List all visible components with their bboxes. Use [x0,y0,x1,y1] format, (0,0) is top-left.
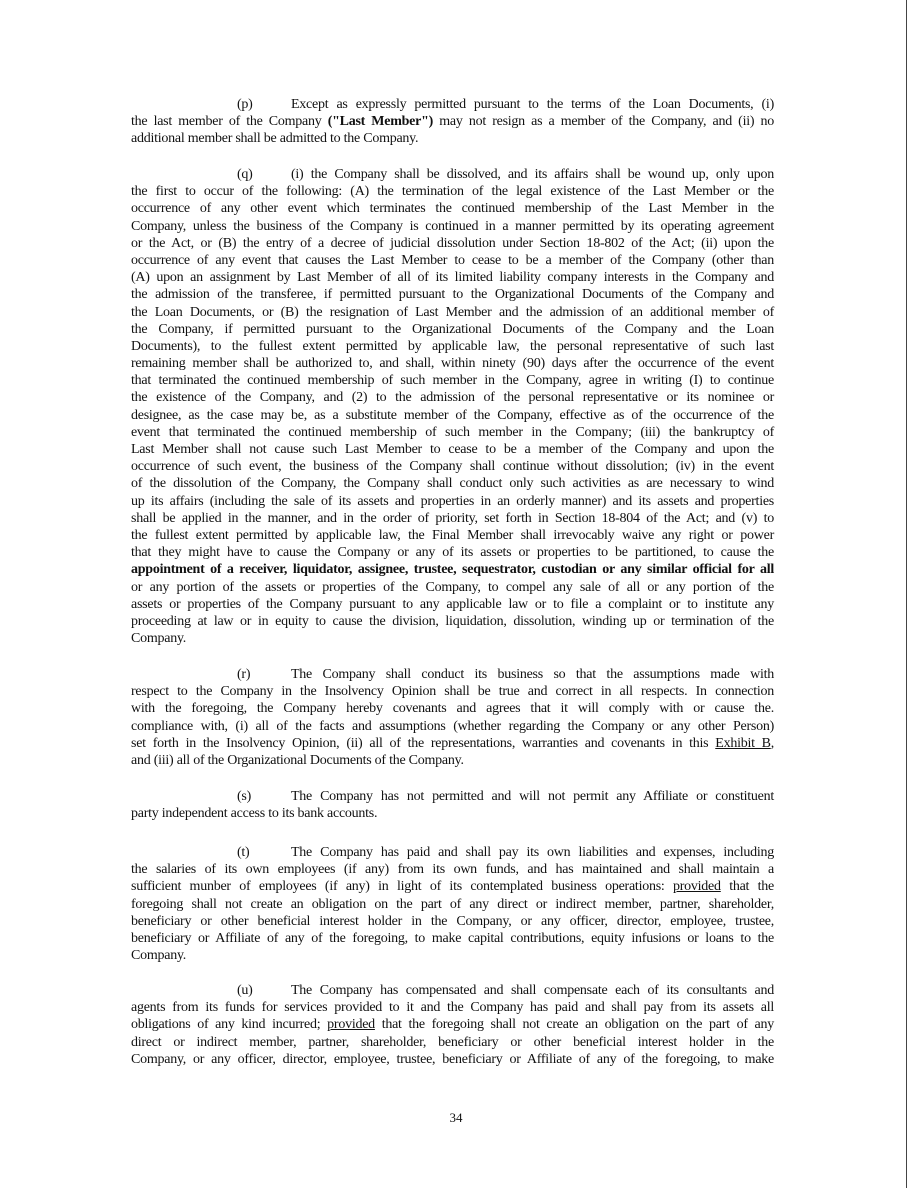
text-line [131,1034,774,1051]
text-run: occurrence of any event that causes the Last Member to cease to be a member of the Company (other than [131,252,774,268]
text-line [131,113,774,130]
text-run: Last Member shall not cause such Last Member to cease to be a member of the Company and upon the [131,442,774,457]
paragraph-t [131,844,774,964]
text-line [131,338,774,355]
text-run: of the dissolution of the Company, the Company shall conduct only such activities as are necessary to wind [131,476,774,492]
text-line [131,475,774,492]
text-line [131,752,774,769]
text-run: Company, or any officer, director, employee, trustee, beneficiary or Affiliate of any of the foregoing, to make [131,1051,774,1067]
clause-first-line [291,788,774,805]
text-line [131,1051,774,1068]
text-line [131,510,774,527]
clause-label: (s) [237,789,252,804]
text-run: with the foregoing, the Company hereby covenants and agrees that it will comply with or cause the. [131,701,774,717]
text-run: The Company has compensated and shall compensate each of its consultants and [291,983,774,998]
text-line [131,718,774,735]
text-run: , [770,735,774,751]
text-line [131,878,774,895]
clause-label: (p) [237,97,253,112]
text-line [131,613,774,630]
text-run: the first to occur of the following: (A) the termination of the legal existence of the Last Member or the [131,184,774,200]
text-run: agents from its funds for services provided to it and the Company has paid and shall pay from its assets all [131,1000,774,1016]
underlined-term: provided [327,1017,375,1033]
text-line [131,389,774,406]
paragraph-u [131,982,774,1068]
text-run: party independent access to its bank accounts. [131,806,378,822]
text-line [131,458,774,475]
text-run: the salaries of its own employees (if any) from its own funds, and has maintained and shall maintain a [131,862,774,878]
text-run: occurrence of any other event which terminates the continued membership of the Last Member in the [131,201,774,217]
text-line [131,372,774,389]
text-run: set forth in the Insolvency Opinion, (ii) all of the representations, warranties and covenants in this [131,735,716,751]
text-run: Company. [131,631,187,647]
text-line [131,304,774,321]
text-line [131,321,774,338]
text-line [131,527,774,544]
text-run: foregoing shall not create an obligation on the part of any direct or indirect member, partner, shareholder, [131,896,774,912]
text-run: obligations of any kind incurred; [131,1017,328,1033]
text-run: the existence of the Company, and (2) to the admission of the personal representative or its nominee or [131,390,774,406]
clause-first-line [291,166,774,183]
text-line [131,493,774,510]
text-run: Company. [131,948,187,964]
text-run: respect to the Company in the Insolvency Opinion shall be true and correct in all respects. In connection [131,684,774,700]
bold-text: ("Last Member") [327,114,434,130]
clause-label: (q) [237,167,253,182]
text-run: that terminated the continued membership of such member in the Company, agree in writing (I) to continue [131,373,774,389]
text-run: event that terminated the continued membership of such member in the Company; (iii) the bankruptcy of [131,424,774,440]
text-line [131,183,774,200]
text-line [131,930,774,947]
text-line [131,735,774,752]
clause-first-line [291,844,774,861]
text-run: or the Act, or (B) the entry of a decree of judicial dissolution under Section 18-802 of the Act; (ii) upon the [131,235,774,251]
text-line [131,913,774,930]
text-run: the admission of the transferee, if permitted pursuant to the Organizational Documents of the Company and [131,287,774,303]
text-run: the last member of the Company [131,114,328,130]
text-run: shall be applied in the manner, and in the order of priority, set forth in Section 18-804 of the Act; and (v) to [131,510,774,526]
text-run: assets or properties of the Company pursuant to any applicable law or to file a complaint or to institute any [131,596,774,612]
page-edge-line [906,0,907,1188]
page-number: 34 [449,1110,463,1125]
text-line [131,407,774,424]
text-line [131,630,774,647]
text-line [131,579,774,596]
text-line [131,788,774,805]
text-run: The Company has paid and shall pay its own liabilities and expenses, including [291,845,774,860]
text-run: the fullest extent permitted by applicable law, the Final Member shall irrevocably waive any right or power [131,527,774,543]
text-line [131,166,774,183]
clause-label: (t) [237,845,250,860]
text-line [131,861,774,878]
clause-label: (r) [237,667,251,682]
text-line [131,683,774,700]
text-line [131,544,774,561]
text-run: Except as expressly permitted pursuant to the terms of the Loan Documents, (i) [291,97,774,112]
text-line [131,96,774,113]
text-line [131,1016,774,1033]
text-run: the Company, if permitted pursuant to the Organizational Documents of the Company and the Loan [131,321,774,337]
text-run: compliance with, (i) all of the facts and assumptions (whether regarding the Company or any other Person) [131,718,774,734]
text-line [131,252,774,269]
text-run: direct or indirect member, partner, shareholder, beneficiary or other beneficial interest holder in the [131,1034,774,1050]
text-run: sufficient munber of employees (if any) in light of its contemplated business operations: [131,879,673,895]
text-run: up its affairs (including the sale of its assets and properties in an orderly manner) and its assets and properties [131,493,774,509]
text-line [131,844,774,861]
text-run: Documents), to the fullest extent permitted by applicable law, the personal representative of such last [131,338,774,354]
text-run: that the [720,879,774,895]
text-run: The Company shall conduct its business so that the assumptions made with [291,667,774,682]
paragraph-r [131,666,774,769]
text-line [131,200,774,217]
text-run: the Loan Documents, or (B) the resignation of Last Member and the admission of an additional member of [131,304,774,320]
text-run: or any portion of the assets or properties of the Company, to compel any sale of all or any portion of the [131,579,774,595]
text-run: The Company has not permitted and will not permit any Affiliate or constituent [291,789,774,804]
text-run: and (iii) all of the Organizational Documents of the Company. [131,752,464,768]
text-run: Company, unless the business of the Company is continued in a manner permitted by its operating agreement [131,218,774,234]
text-line [131,441,774,458]
text-line [131,269,774,286]
text-run: that they might have to cause the Company or any of its assets or properties to be partitioned, to cause the [131,545,774,561]
text-run: additional member shall be admitted to the Company. [131,131,419,147]
underlined-term: provided [673,879,721,895]
text-line [131,666,774,683]
text-run: (i) the Company shall be dissolved, and its affairs shall be wound up, only upon [291,167,774,182]
underlined-term: Exhibit B [715,735,771,751]
paragraph-s [131,788,774,822]
text-line [131,424,774,441]
text-line [131,982,774,999]
clause-first-line [291,982,774,999]
text-line [131,896,774,913]
text-run: (A) upon an assignment by Last Member of all of its limited liability company interests in the Company and [131,270,774,286]
paragraph-p [131,96,774,148]
text-run: beneficiary or Affiliate of any of the foregoing, to make capital contributions, equity infusions or loans to the [131,930,774,946]
clause-first-line [291,666,774,683]
text-line [131,218,774,235]
text-line [131,999,774,1016]
clause-label: (u) [237,983,253,998]
text-line [131,596,774,613]
paragraph-q [131,166,774,647]
text-line [131,947,774,964]
text-line [131,355,774,372]
text-line [131,235,774,252]
text-run: occurrence of such event, the business of the Company shall continue without dissolution; (iv) in the event [131,459,774,475]
text-line [131,700,774,717]
text-line [131,805,774,822]
text-run: may not resign as a member of the Company, and (ii) no [433,114,774,130]
text-line [131,286,774,303]
text-run: that the foregoing shall not create an obligation on the part of any [374,1017,774,1033]
text-run: designee, as the case may be, as a substitute member of the Company, effective as of the occurrence of the [131,407,774,423]
text-line [131,130,774,147]
text-run: beneficiary or other beneficial interest holder in the Company, or any officer, director, employee, trustee, [131,913,774,929]
text-line [131,561,774,578]
bold-text: appointment of a receiver, liquidator, assignee, trustee, sequestrator, custodian or any similar official for all [131,562,774,578]
clause-first-line [291,96,774,113]
text-run: remaining member shall be authorized to, and shall, within ninety (90) days after the occurrence of the event [131,356,774,372]
text-run: proceeding at law or in equity to cause the division, liquidation, dissolution, winding up or termination of the [131,613,774,629]
